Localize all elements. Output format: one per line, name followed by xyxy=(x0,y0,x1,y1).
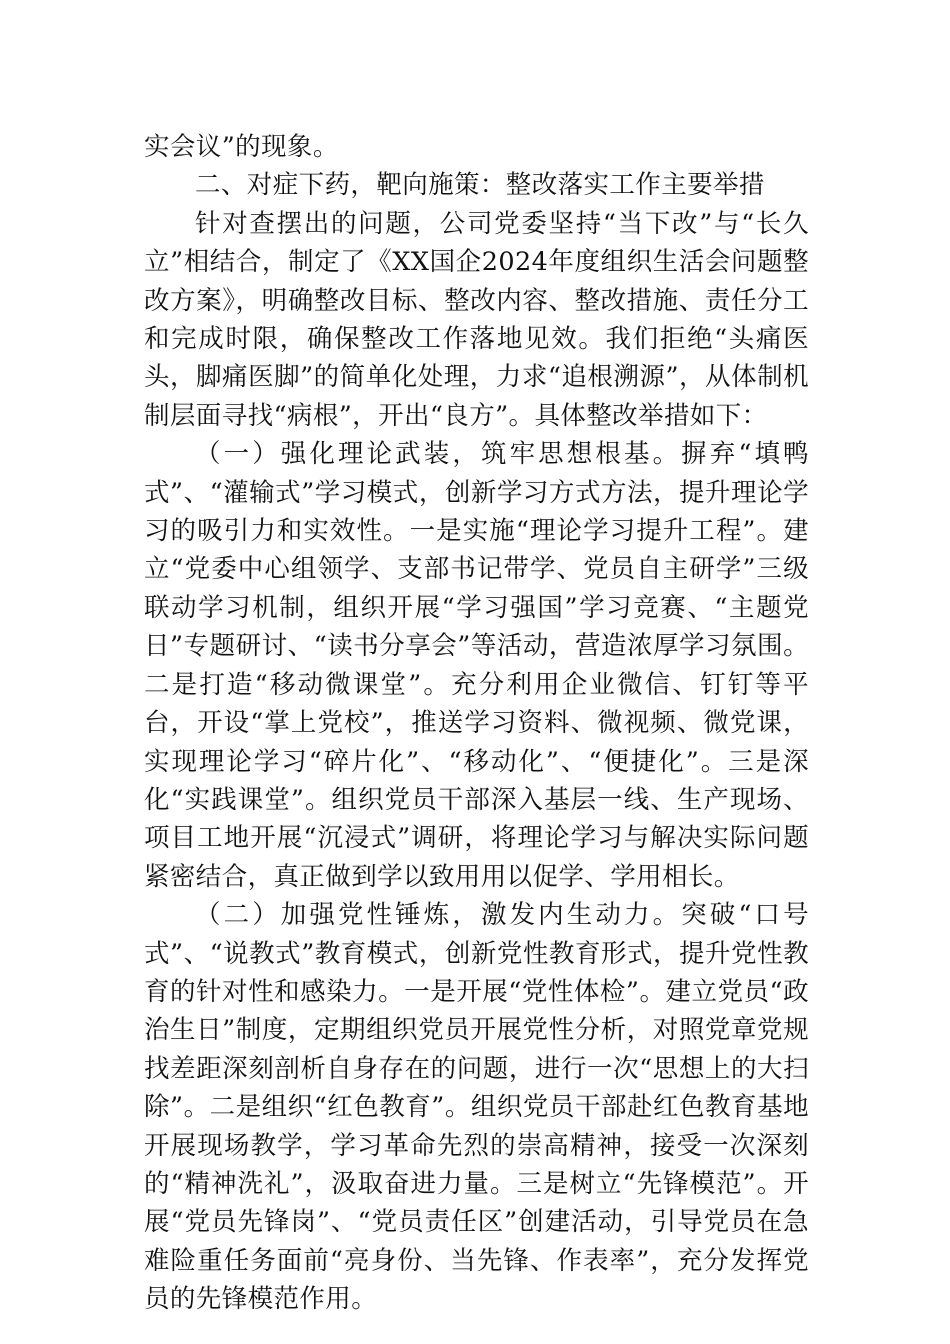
paragraph-intro: 针对查摆出的问题，公司党委坚持“当下改”与“长久立”相结合，制定了《XX国企2024年度组织生活会问题整改方案》，明确整改目标、整改内容、整改措施、责任分工和完成时限，确保整改工作落地见效。我们拒绝“头痛医头，脚痛医脚”的简单化处理，力求“追根溯源”，从体制机制层面寻找“病根”，开出“良方”。具体整改举措如下： xyxy=(144,208,809,431)
paragraph-continuation: 实会议”的现象。 xyxy=(144,132,339,162)
section-heading: 二、对症下药，靶向施策：整改落实工作主要举措 xyxy=(195,170,765,201)
document-body xyxy=(144,128,809,1319)
paragraph-theory-study: （一）强化理论武装，筑牢思想根基。摒弃“填鸭式”、“灌输式”学习模式，创新学习方式方法，提升理论学习的吸引力和实效性。一是实施“理论学习提升工程”。建立“党委中心组领学、支部书记带学、党员自主研学”三级联动学习机制，组织开展“学习强国”学习竞赛、“主题党日”专题研讨、“读书分享会”等活动，营造浓厚学习氛围。二是打造“移动微课堂”。充分利用企业微信、钉钉等平台，开设“掌上党校”，推送学习资料、微视频、微党课，实现理论学习“碎片化”、“移动化”、“便捷化”。三是深化“实践课堂”。组织党员干部深入基层一线、生产现场、项目工地开展“沉浸式”调研，将理论学习与解决实际问题紧密结合，真正做到学以致用用以促学、学用相长。 xyxy=(144,439,809,892)
paragraph-party-spirit: （二）加强党性锤炼，激发内生动力。突破“口号式”、“说教式”教育模式，创新党性教育形式，提升党性教育的针对性和感染力。一是开展“党性体检”。建立党员“政治生日”制度，定期组织党员开展党性分析，对照党章党规找差距深刻剖析自身存在的问题，进行一次“思想上的大扫除”。二是组织“红色教育”。组织党员干部赴红色教育基地开展现场教学，学习革命先烈的崇高精神，接受一次深刻的“精神洗礼”，汲取奋进力量。三是树立“先锋模范”。开展“党员先锋岗”、“党员责任区”创建活动，引导党员在急难险重任务面前“亮身份、当先锋、作表率”，充分发挥党员的先锋模范作用。 xyxy=(144,900,809,1315)
